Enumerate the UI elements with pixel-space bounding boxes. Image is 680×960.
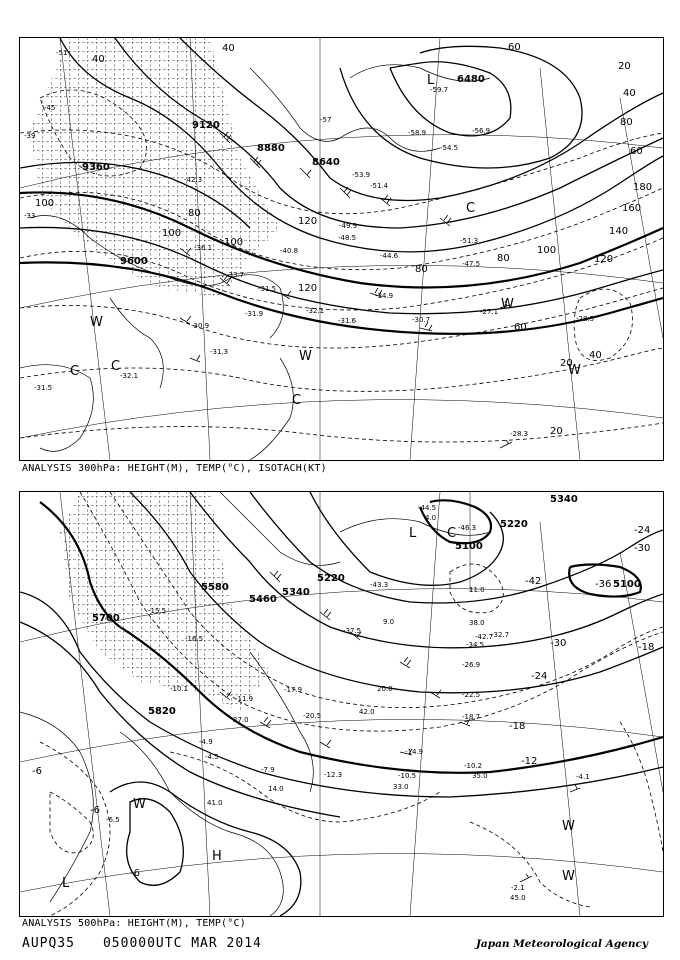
isotach-label: 20 bbox=[550, 426, 563, 437]
height-label: 5100 bbox=[455, 541, 483, 552]
svg-text:-36.1: -36.1 bbox=[194, 244, 213, 252]
height-label: 5220 bbox=[317, 573, 345, 584]
svg-text:-44.5: -44.5 bbox=[418, 504, 437, 512]
isotach-label: 80 bbox=[415, 264, 428, 275]
height-label: 5340 bbox=[550, 494, 578, 505]
isotherm-label: -36 bbox=[595, 579, 612, 590]
isotach-label: 180 bbox=[633, 182, 653, 193]
svg-text:-17.9: -17.9 bbox=[284, 686, 303, 694]
footer-product-info bbox=[22, 936, 290, 951]
high-symbol: H bbox=[212, 849, 222, 864]
warm-symbol: W bbox=[501, 297, 514, 312]
isotach-label: 120 bbox=[298, 283, 318, 294]
svg-text:-4.5: -4.5 bbox=[205, 753, 219, 761]
svg-text:-57: -57 bbox=[320, 116, 332, 124]
svg-text:-47.5: -47.5 bbox=[462, 260, 481, 268]
svg-text:41.0: 41.0 bbox=[207, 799, 223, 807]
svg-text:-33.7: -33.7 bbox=[226, 271, 245, 279]
svg-text:-2.1: -2.1 bbox=[511, 884, 525, 892]
svg-text:-39: -39 bbox=[24, 132, 36, 140]
warm-symbol: W bbox=[562, 869, 575, 884]
svg-text:-43.3: -43.3 bbox=[370, 581, 389, 589]
svg-text:-12.3: -12.3 bbox=[324, 771, 343, 779]
height-label: 5100 bbox=[613, 579, 641, 590]
isotherm-label: -24 bbox=[531, 671, 548, 682]
isotherm-label: -24 bbox=[634, 525, 651, 536]
cold-symbol: C bbox=[292, 393, 302, 408]
svg-text:-4.9: -4.9 bbox=[199, 738, 213, 746]
svg-text:-10.2: -10.2 bbox=[464, 762, 483, 770]
svg-text:-40.8: -40.8 bbox=[280, 247, 299, 255]
caption-500hpa: ANALYSIS 500hPa: HEIGHT(M), TEMP(°C) bbox=[22, 918, 246, 929]
isotherm-label: -18 bbox=[638, 642, 655, 653]
low-symbol: L bbox=[62, 876, 70, 891]
isotach-label: 40 bbox=[92, 54, 105, 65]
svg-text:-11.9: -11.9 bbox=[235, 695, 254, 703]
isotherm-label: -30 bbox=[634, 543, 651, 554]
low-symbol: L bbox=[427, 73, 435, 88]
chart-300hpa-canvas bbox=[20, 38, 663, 460]
isotach-label: 140 bbox=[609, 226, 629, 237]
height-label: 8640 bbox=[312, 157, 340, 168]
svg-text:11.0: 11.0 bbox=[469, 586, 485, 594]
svg-text:-30.9: -30.9 bbox=[191, 322, 210, 330]
isotach-label: 100 bbox=[224, 237, 244, 248]
isotherm-label: -12 bbox=[521, 756, 538, 767]
chart-500hpa bbox=[19, 491, 664, 917]
isotherm-label: -6 bbox=[130, 868, 140, 879]
height-label: 5340 bbox=[282, 587, 310, 598]
svg-text:-34.9: -34.9 bbox=[375, 292, 394, 300]
svg-text:-53.9: -53.9 bbox=[352, 171, 371, 179]
svg-text:-7.9: -7.9 bbox=[261, 766, 275, 774]
svg-text:-51.4: -51.4 bbox=[370, 182, 389, 190]
svg-text:27.0: 27.0 bbox=[233, 716, 249, 724]
svg-text:-44.6: -44.6 bbox=[380, 252, 399, 260]
svg-text:-51.3: -51.3 bbox=[460, 237, 479, 245]
isotach-label: 100 bbox=[35, 198, 55, 209]
isotach-label: 100 bbox=[162, 228, 182, 239]
svg-text:20.0: 20.0 bbox=[377, 685, 393, 693]
isotach-label: 80 bbox=[497, 253, 510, 264]
height-label: 9600 bbox=[120, 256, 148, 267]
isotach-label: 160 bbox=[622, 203, 642, 214]
chart-500hpa-canvas bbox=[20, 492, 663, 916]
svg-text:33.0: 33.0 bbox=[393, 783, 409, 791]
svg-text:4.0: 4.0 bbox=[425, 514, 437, 522]
svg-text:-6.5: -6.5 bbox=[106, 816, 120, 824]
height-label: 9360 bbox=[82, 162, 110, 173]
warm-symbol: W bbox=[133, 797, 146, 812]
isotach-label: 80 bbox=[188, 208, 201, 219]
height-label: 5460 bbox=[249, 594, 277, 605]
isotherm-label: -6 bbox=[90, 805, 100, 816]
isotach-label: 40 bbox=[222, 43, 235, 54]
svg-text:-31.6: -31.6 bbox=[338, 317, 357, 325]
svg-text:-30.7: -30.7 bbox=[412, 316, 431, 324]
svg-text:-20.5: -20.5 bbox=[303, 712, 322, 720]
isotach-label: 60 bbox=[508, 42, 521, 53]
isotherm-label: -30 bbox=[550, 638, 567, 649]
chart-300hpa bbox=[19, 37, 664, 461]
warm-symbol: W bbox=[562, 819, 575, 834]
svg-text:38.0: 38.0 bbox=[469, 619, 485, 627]
svg-text:-51: -51 bbox=[56, 49, 68, 57]
svg-text:-10.1: -10.1 bbox=[170, 685, 189, 693]
svg-text:-10.5: -10.5 bbox=[398, 772, 417, 780]
svg-text:-28.5: -28.5 bbox=[576, 315, 595, 323]
svg-text:-59.7: -59.7 bbox=[430, 86, 449, 94]
svg-text:-26.9: -26.9 bbox=[462, 661, 481, 669]
height-label: 5820 bbox=[148, 706, 176, 717]
svg-text:-22.5: -22.5 bbox=[462, 691, 481, 699]
isotach-label: 60 bbox=[630, 146, 643, 157]
svg-text:-14.9: -14.9 bbox=[405, 748, 424, 756]
isotach-label: 120 bbox=[298, 216, 318, 227]
svg-text:-45: -45 bbox=[44, 104, 56, 112]
svg-text:-27.1: -27.1 bbox=[480, 308, 499, 316]
svg-text:42.0: 42.0 bbox=[359, 708, 375, 716]
warm-symbol: W bbox=[568, 363, 581, 378]
isotach-label: 60 bbox=[514, 322, 527, 333]
isotherm-label: -42 bbox=[525, 576, 542, 587]
height-label: 6480 bbox=[457, 74, 485, 85]
svg-text:-31.5: -31.5 bbox=[258, 285, 277, 293]
svg-text:-46.3: -46.3 bbox=[458, 524, 477, 532]
isotach-label: 20 bbox=[560, 358, 573, 369]
svg-text:-49.9: -49.9 bbox=[339, 222, 358, 230]
svg-text:-31.3: -31.3 bbox=[210, 348, 229, 356]
svg-text:14.0: 14.0 bbox=[268, 785, 284, 793]
svg-text:-33: -33 bbox=[24, 212, 36, 220]
low-symbol: L bbox=[409, 526, 417, 541]
agency-name: Japan Meteorological Agency bbox=[475, 938, 648, 950]
svg-text:45.0: 45.0 bbox=[510, 894, 526, 902]
isotach-label: 100 bbox=[537, 245, 557, 256]
cold-symbol: C bbox=[466, 201, 476, 216]
svg-text:-31.5: -31.5 bbox=[34, 384, 53, 392]
isotach-label: 20 bbox=[618, 61, 631, 72]
land-hatch-area bbox=[30, 38, 280, 298]
svg-text:-18.7: -18.7 bbox=[462, 713, 481, 721]
height-label: 8880 bbox=[257, 143, 285, 154]
isotach-label: 40 bbox=[623, 88, 636, 99]
cold-symbol: C bbox=[111, 359, 121, 374]
svg-text:-42.7: -42.7 bbox=[475, 633, 494, 641]
warm-symbol: W bbox=[90, 315, 103, 330]
svg-text:-37.5: -37.5 bbox=[343, 627, 362, 635]
product-code: AUPQ35 bbox=[22, 936, 75, 951]
caption-300hpa: ANALYSIS 300hPa: HEIGHT(M), TEMP(°C), ISOTACH(KT) bbox=[22, 463, 327, 474]
svg-text:-34.5: -34.5 bbox=[466, 641, 485, 649]
svg-text:-15.5: -15.5 bbox=[148, 607, 167, 615]
svg-text:-58.9: -58.9 bbox=[408, 129, 427, 137]
svg-text:-31.9: -31.9 bbox=[245, 310, 264, 318]
isotach-label: 80 bbox=[620, 117, 633, 128]
svg-text:35.0: 35.0 bbox=[472, 772, 488, 780]
svg-text:-32.1: -32.1 bbox=[120, 372, 139, 380]
isotach-label: 120 bbox=[594, 254, 614, 265]
svg-text:-28.3: -28.3 bbox=[510, 430, 529, 438]
analysis-datetime: 050000UTC MAR 2014 bbox=[102, 936, 262, 951]
svg-text:-32.1: -32.1 bbox=[306, 307, 325, 315]
isotherm-label: -18 bbox=[509, 721, 526, 732]
svg-text:-32.7: -32.7 bbox=[491, 631, 510, 639]
height-label: 5220 bbox=[500, 519, 528, 530]
svg-text:9.0: 9.0 bbox=[383, 618, 395, 626]
isotach-label: 40 bbox=[589, 350, 602, 361]
svg-text:-56.9: -56.9 bbox=[472, 127, 491, 135]
height-label: 9120 bbox=[192, 120, 220, 131]
svg-text:-16.5: -16.5 bbox=[185, 635, 204, 643]
svg-text:-4.1: -4.1 bbox=[576, 773, 590, 781]
height-label: 5700 bbox=[92, 613, 120, 624]
svg-text:-48.5: -48.5 bbox=[338, 234, 357, 242]
height-label: 5580 bbox=[201, 582, 229, 593]
svg-text:-54.5: -54.5 bbox=[440, 144, 459, 152]
warm-symbol: W bbox=[299, 349, 312, 364]
isotherm-label: -6 bbox=[32, 766, 42, 777]
cold-symbol: C bbox=[447, 526, 457, 541]
wind-barbs bbox=[220, 571, 580, 882]
cold-symbol: C bbox=[70, 364, 80, 379]
svg-text:-42.3: -42.3 bbox=[184, 176, 203, 184]
